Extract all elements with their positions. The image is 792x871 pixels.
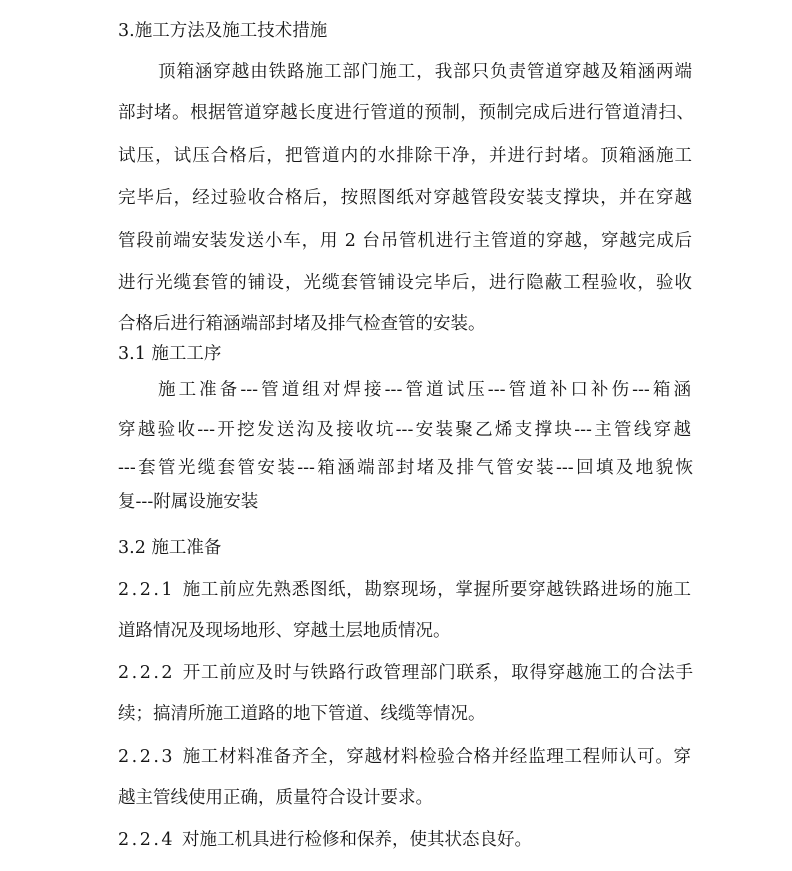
paragraph-line: 部封堵。根据管道穿越长度进行管道的预制，预制完成后进行管道清扫、 (118, 103, 694, 123)
section-heading: 3.施工方法及施工技术措施 (118, 21, 328, 41)
paragraph-line: 顶箱涵穿越由铁路施工部门施工，我部只负责管道穿越及箱涵两端 (158, 62, 692, 82)
paragraph-line: 完毕后，经过验收合格后，按照图纸对穿越管段安装支撑块，并在穿越 (118, 188, 692, 208)
item-text: 施工材料准备齐全，穿越材料检验合格并经监理工程师认可。穿 (182, 747, 691, 767)
paragraph-line: 穿越验收---开挖发送沟及接收坑---安装聚乙烯支撑块---主管线穿越 (118, 420, 691, 440)
list-item-line (118, 578, 691, 602)
list-item-line: 越主管线使用正确，质量符合设计要求。 (118, 788, 433, 808)
item-number: 2.2.1 (118, 580, 176, 600)
item-text: 开工前应及时与铁路行政管理部门联系，取得穿越施工的合法手 (182, 663, 693, 683)
item-number: 2.2.3 (118, 747, 176, 767)
item-number: 2.2.2 (118, 663, 176, 683)
item-text: 施工前应先熟悉图纸，勘察现场，掌握所要穿越铁路进场的施工 (182, 580, 691, 600)
item-text: 对施工机具进行检修和保养，使其状态良好。 (182, 830, 533, 850)
list-item-line (118, 745, 691, 769)
paragraph-line: 施工准备---管道组对焊接---管道试压---管道补口补伤---箱涵 (158, 380, 691, 400)
list-item-line: 道路情况及现场地形、穿越土层地质情况。 (118, 621, 451, 641)
paragraph-line: ---套管光缆套管安装---箱涵端部封堵及排气管安装---回填及地貌恢 (118, 458, 693, 478)
paragraph-line: 试压，试压合格后，把管道内的水排除干净，并进行封堵。顶箱涵施工 (118, 146, 692, 166)
list-item-line (118, 828, 692, 852)
paragraph-line: 合格后进行箱涵端部封堵及排气检查管的安装。 (118, 314, 486, 334)
paragraph-line: 管段前端安装发送小车，用 2 台吊管机进行主管道的穿越，穿越完成后 (118, 231, 692, 251)
item-number: 2.2.4 (118, 830, 176, 850)
paragraph-line: 进行光缆套管的铺设，光缆套管铺设完毕后，进行隐蔽工程验收，验收 (118, 273, 692, 293)
subsection-heading-3-1: 3.1 施工工序 (118, 344, 222, 364)
list-item-line: 续；搞清所施工道路的地下管道、线缆等情况。 (118, 704, 486, 724)
subsection-heading-3-2: 3.2 施工准备 (118, 538, 222, 558)
paragraph-line: 复---附属设施安装 (118, 492, 259, 512)
list-item-line (118, 661, 693, 685)
